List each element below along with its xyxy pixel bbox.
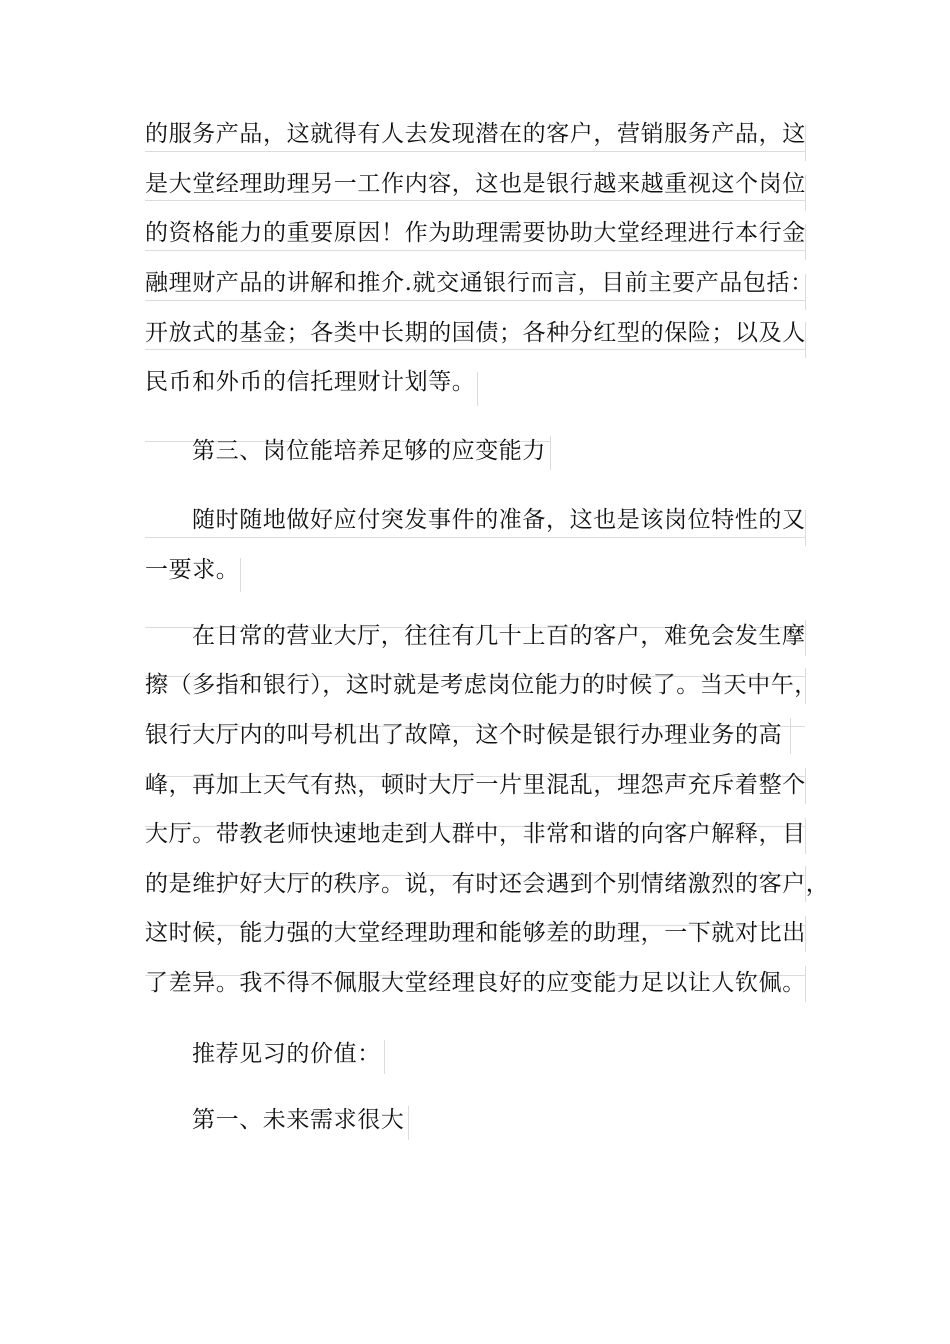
- section-heading: 第一、未来需求很大: [192, 1107, 405, 1133]
- divider: [145, 200, 805, 201]
- paragraph-line: 在日常的营业大厅，往往有几十上百的客户，难免会发生摩: [192, 623, 806, 649]
- paragraph-line: 随时随地做好应付突发事件的准备，这也是该岗位特性的又: [192, 507, 806, 533]
- paragraph-line: 是大堂经理助理另一工作内容，这也是银行越来越重视这个岗位: [145, 171, 806, 197]
- paragraph-line: 大厅。带教老师快速地走到人群中，非常和谐的向客户解释，目: [145, 821, 806, 847]
- divider: [145, 349, 805, 350]
- divider: [384, 1040, 385, 1074]
- paragraph-line: 一要求。: [145, 557, 240, 583]
- divider: [408, 1106, 409, 1140]
- divider: [240, 558, 241, 592]
- paragraph-line: 的是维护好大厅的秩序。说，有时还会遇到个别情绪激烈的客户，: [145, 871, 830, 897]
- divider: [145, 537, 805, 538]
- paragraph-line: 的服务产品，这就得有人去发现潜在的客户，营销服务产品，这: [145, 121, 806, 147]
- section-heading: 推荐见习的价值：: [192, 1041, 381, 1067]
- paragraph-line: 擦（多指和银行），这时就是考虑岗位能力的时候了。当天中午，: [145, 672, 818, 698]
- paragraph-line: 融理财产品的讲解和推介.就交通银行而言，目前主要产品包括：: [145, 270, 814, 296]
- section-heading: 第三、岗位能培养足够的应变能力: [192, 438, 546, 464]
- divider: [550, 436, 551, 470]
- divider: [790, 718, 791, 754]
- paragraph-line: 民币和外币的信托理财计划等。: [145, 369, 476, 395]
- paragraph-line: 了差异。我不得不佩服大堂经理良好的应变能力足以让人钦佩。: [145, 970, 806, 996]
- paragraph-line: 这时候，能力强的大堂经理助理和能够差的助理，一下就对比出: [145, 920, 806, 946]
- paragraph-line: 峰，再加上天气有热，顿时大厅一片里混乱，埋怨声充斥着整个: [145, 772, 806, 798]
- divider: [145, 151, 805, 152]
- divider: [145, 300, 805, 301]
- paragraph-line: 开放式的基金；各类中长期的国债；各种分红型的保险；以及人: [145, 320, 806, 346]
- paragraph-line: 银行大厅内的叫号机出了故障，这个时候是银行办理业务的高: [145, 722, 783, 748]
- divider: [477, 372, 478, 406]
- divider: [145, 250, 805, 251]
- paragraph-line: 的资格能力的重要原因！作为助理需要协助大堂经理进行本行金: [145, 220, 806, 246]
